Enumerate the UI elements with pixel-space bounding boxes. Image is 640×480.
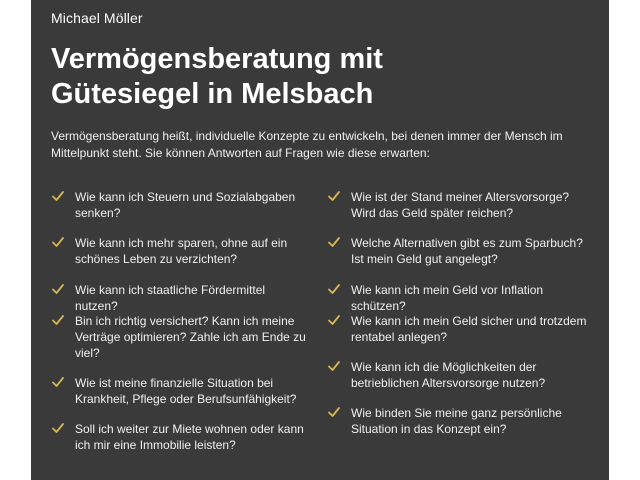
list-item-text: Soll ich weiter zur Miete wohnen oder kann ich mir eine Immobilie leisten?	[75, 422, 304, 452]
list-item	[51, 375, 311, 407]
list-item-text: Wie ist der Stand meiner Altersvorsorge? Wird das Geld später reichen?	[351, 190, 570, 220]
list-item	[51, 235, 311, 267]
check-icon	[327, 235, 341, 249]
check-icon	[327, 189, 341, 203]
title-line-1: Vermögensberatung mit	[51, 43, 383, 75]
list-item-text: Wie kann ich mehr sparen, ohne auf ein schönes Leben zu verzichten?	[75, 236, 288, 266]
list-item-text: Wie kann ich Steuern und Sozialabgaben senken?	[75, 190, 296, 220]
list-item	[327, 235, 587, 267]
list-item	[51, 282, 311, 314]
check-icon	[327, 359, 341, 373]
list-item-text: Wie kann ich mein Geld sicher und trotzdem rentabel anlegen?	[351, 314, 587, 344]
check-icon	[327, 282, 341, 296]
author-name: Michael Möller	[51, 10, 143, 26]
check-icon	[51, 235, 65, 249]
list-item	[327, 359, 587, 391]
check-icon	[51, 313, 65, 327]
title-line-2: Gütesiegel in Melsbach	[51, 78, 374, 110]
list-item	[51, 421, 311, 453]
list-item-text: Wie kann ich staatliche Fördermittel nutzen?	[75, 283, 266, 313]
check-icon	[327, 405, 341, 419]
list-item	[327, 405, 587, 437]
check-icon	[51, 375, 65, 389]
check-icon	[327, 313, 341, 327]
list-item-text: Wie binden Sie meine ganz persönliche Situation in das Konzept ein?	[351, 406, 562, 436]
list-item	[327, 282, 587, 314]
list-item	[51, 189, 311, 221]
list-item-text: Wie ist meine finanzielle Situation bei Krankheit, Pflege oder Berufsunfähigkeit?	[75, 376, 297, 406]
check-icon	[51, 282, 65, 296]
intro-text: Vermögensberatung heißt, individuelle Konzepte zu entwickeln, bei denen immer der Mensch im Mittelpunkt steht. Sie können Antworten auf Fragen wie diese erwarten:	[51, 129, 563, 160]
check-icon	[51, 189, 65, 203]
list-item-text: Wie kann ich mein Geld vor Inflation schützen?	[351, 283, 544, 313]
content-panel	[31, 0, 609, 480]
list-item	[327, 313, 587, 345]
list-item-text: Wie kann ich die Möglichkeiten der betrieblichen Altersvorsorge nutzen?	[351, 360, 546, 390]
page-title	[51, 42, 591, 112]
check-icon	[51, 421, 65, 435]
list-item-text: Bin ich richtig versichert? Kann ich meine Verträge optimieren? Zahle ich am Ende zu viel?	[75, 314, 306, 360]
list-item	[51, 313, 311, 361]
list-item-text: Welche Alternativen gibt es zum Sparbuch? Ist mein Geld gut angelegt?	[351, 236, 583, 266]
list-item	[327, 189, 587, 221]
